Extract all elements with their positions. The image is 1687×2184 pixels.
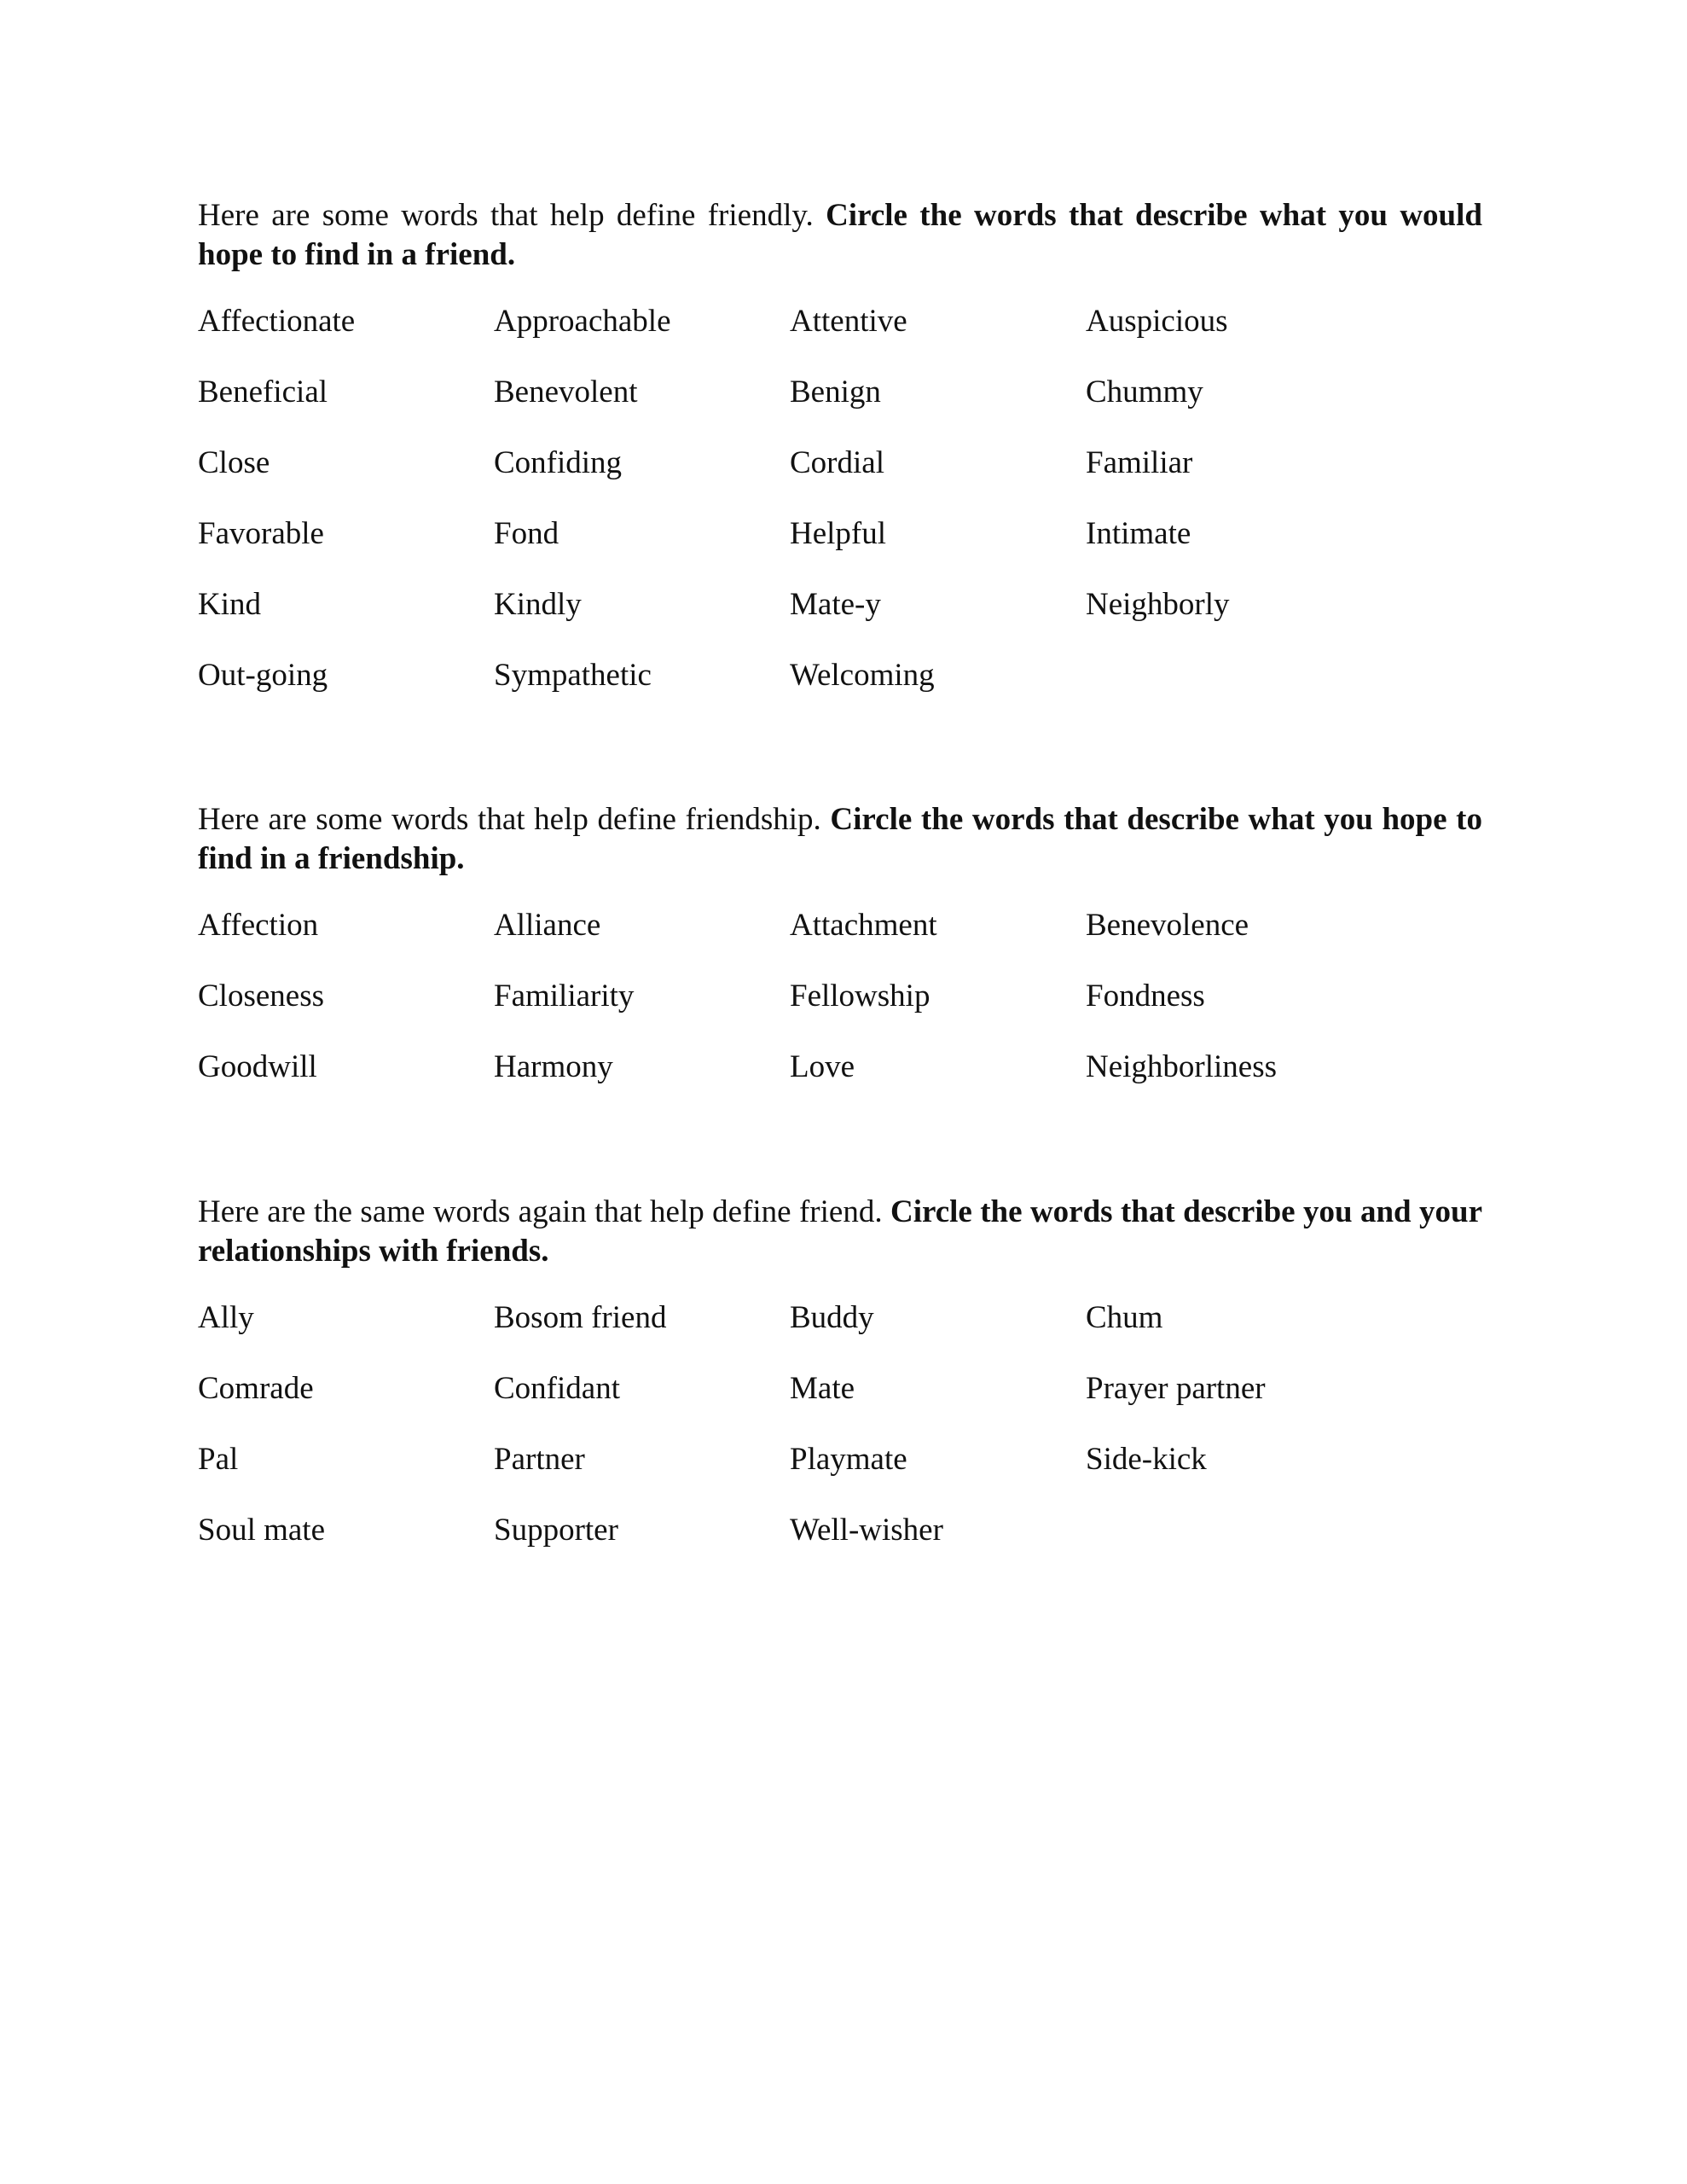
word-option: Kindly	[494, 587, 582, 622]
word-option: Approachable	[494, 304, 671, 339]
friendly-words-section	[198, 196, 1482, 692]
word-option: Attentive	[790, 304, 907, 339]
friendship-words-section	[198, 800, 1482, 1083]
word-option: Mate	[790, 1371, 855, 1406]
word-grid	[198, 909, 1482, 1083]
word-option: Fellowship	[790, 979, 930, 1014]
word-option: Neighborly	[1086, 587, 1230, 622]
word-option: Attachment	[790, 908, 937, 943]
word-option: Benevolence	[1086, 908, 1249, 943]
word-option: Favorable	[198, 516, 324, 551]
word-option: Confiding	[494, 445, 623, 480]
section-instruction	[198, 196, 1482, 275]
word-option: Affectionate	[198, 304, 356, 339]
word-option: Prayer partner	[1086, 1371, 1266, 1406]
word-grid	[198, 305, 1482, 692]
word-option: Side-kick	[1086, 1442, 1207, 1477]
word-option: Comrade	[198, 1371, 314, 1406]
word-option: Welcoming	[790, 658, 935, 693]
word-option: Ally	[198, 1300, 254, 1335]
word-option: Alliance	[494, 908, 601, 943]
section-instruction	[198, 1193, 1482, 1271]
instruction-intro: Here are some words that help define friendship.	[198, 802, 831, 837]
word-option: Mate-y	[790, 587, 881, 622]
word-option: Fond	[494, 516, 559, 551]
word-option: Well-wisher	[790, 1513, 943, 1548]
word-option: Closeness	[198, 979, 324, 1014]
instruction-task: Circle the words that describe you and your relationships with friends.	[198, 1194, 1482, 1269]
word-option: Benign	[790, 375, 881, 410]
word-option: Familiarity	[494, 979, 635, 1014]
instruction-task: Circle the words that describe what you would hope to find in a friend.	[198, 198, 1482, 272]
word-option: Sympathetic	[494, 658, 652, 693]
word-option: Chum	[1086, 1300, 1163, 1335]
word-option: Fondness	[1086, 979, 1205, 1014]
word-option: Beneficial	[198, 375, 328, 410]
word-option: Benevolent	[494, 375, 638, 410]
friend-words-section	[198, 1193, 1482, 1547]
word-option: Familiar	[1086, 445, 1193, 480]
word-option: Cordial	[790, 445, 884, 480]
section-instruction	[198, 800, 1482, 879]
word-option: Love	[790, 1049, 855, 1084]
word-option: Intimate	[1086, 516, 1191, 551]
word-option: Neighborliness	[1086, 1049, 1278, 1084]
word-option: Supporter	[494, 1513, 618, 1548]
word-option: Kind	[198, 587, 261, 622]
word-option: Playmate	[790, 1442, 907, 1477]
instruction-intro: Here are some words that help define friendly.	[198, 198, 826, 233]
word-option: Harmony	[494, 1049, 613, 1084]
word-option: Auspicious	[1086, 304, 1228, 339]
word-option: Bosom friend	[494, 1300, 667, 1335]
word-option: Buddy	[790, 1300, 874, 1335]
word-option: Partner	[494, 1442, 585, 1477]
word-grid	[198, 1302, 1482, 1547]
word-option: Out-going	[198, 658, 328, 693]
word-option: Pal	[198, 1442, 239, 1477]
word-option: Helpful	[790, 516, 887, 551]
word-option: Goodwill	[198, 1049, 317, 1084]
instruction-intro: Here are the same words again that help define friend.	[198, 1194, 890, 1229]
word-option: Close	[198, 445, 270, 480]
instruction-task: Circle the words that describe what you hope to find in a friendship.	[198, 802, 1482, 876]
word-option: Confidant	[494, 1371, 620, 1406]
word-option: Soul mate	[198, 1513, 326, 1548]
word-option: Chummy	[1086, 375, 1203, 410]
word-option: Affection	[198, 908, 319, 943]
